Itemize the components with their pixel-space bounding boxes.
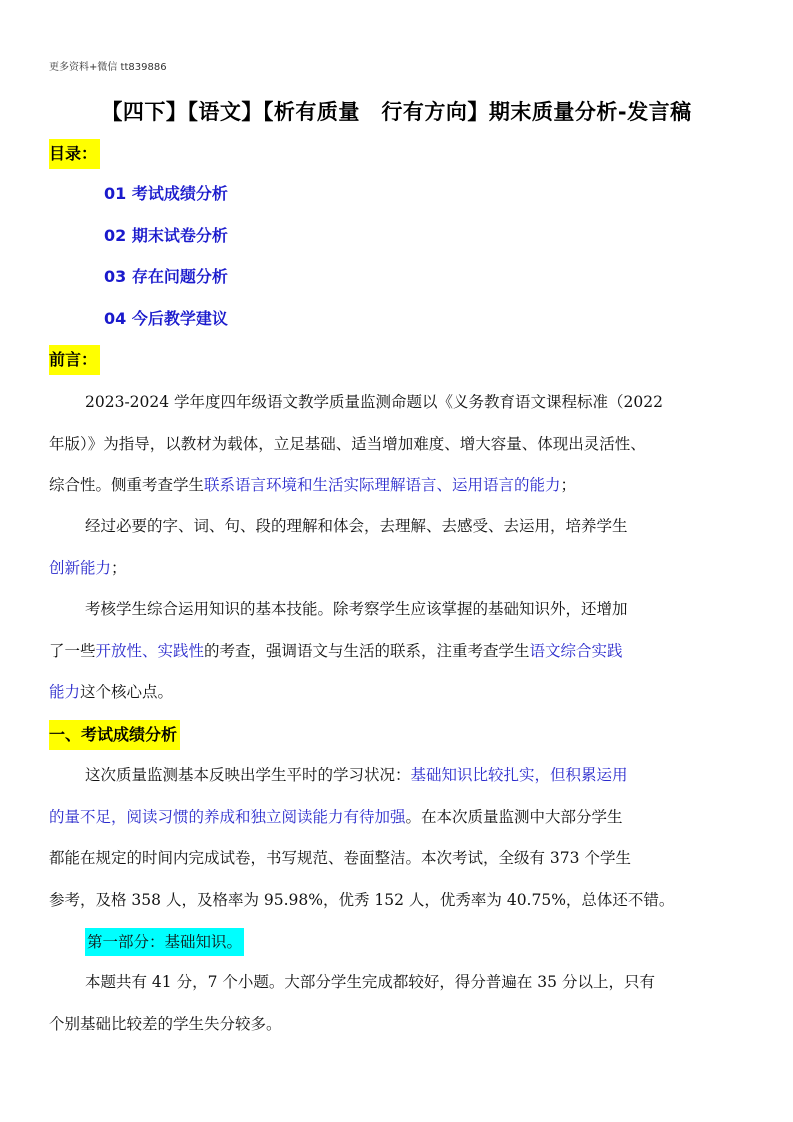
toc-item-label: 今后教学建议 (131, 309, 228, 328)
toc-item-02[interactable] (104, 225, 228, 247)
emphasis-text: 开放性、实践性 (95, 641, 205, 660)
preface-heading: 前言： (49, 345, 100, 375)
toc-item-label: 考试成绩分析 (131, 184, 228, 203)
header-note: 更多资料+微信 tt839886 (49, 62, 167, 73)
toc-item-04[interactable] (104, 308, 228, 330)
text-line: 个别基础比较差的学生失分较多。 (49, 1014, 282, 1033)
text-run: 这个核心点。 (80, 683, 174, 701)
emphasis-text: 基础知识比较扎实，但积累运用 (410, 766, 628, 784)
toc-item-01[interactable] (104, 183, 228, 205)
text-line (49, 755, 745, 797)
emphasis-text: 创新能力 (49, 558, 112, 577)
emphasis-text: 的量不足，阅读习惯的养成和独立阅读能力有待加强 (49, 807, 406, 826)
text-run: 综合性。侧重考查学生 (49, 476, 205, 494)
text-line: 年版）》为指导，以教材为载体，立足基础、适当增加难度、增大容量、体现出灵活性、 (49, 434, 646, 453)
section-1-heading: 一、考试成绩分析 (49, 720, 180, 750)
toc-item-03[interactable] (104, 266, 228, 288)
text-line: 2023-2024 学年度四年级语文教学质量监测命题以《义务教育语文课程标准（2022 (85, 393, 664, 411)
toc-item-number: 01 (104, 184, 127, 203)
text-run: 。在本次质量监测中大部分学生 (405, 807, 623, 826)
text-run: ； (560, 476, 577, 494)
emphasis-text: 语文综合实践 (529, 641, 623, 660)
toc-item-number: 03 (104, 267, 127, 286)
text-line (49, 672, 745, 714)
text-line: 参考，及格 358 人，及格率为 95.98%，优秀 152 人，优秀率为 40.75%，总体还不错。 (49, 890, 675, 909)
emphasis-text: 能力 (49, 683, 81, 701)
text-line (49, 797, 745, 839)
text-run: 这次质量监测基本反映出学生平时的学习状况： (85, 766, 411, 784)
text-line: 都能在规定的时间内完成试卷，书写规范、卷面整洁。本次考试，全级有 373 个学生 (49, 849, 631, 867)
text-run: 的考查，强调语文与生活的联系，注重考查学生 (204, 641, 530, 660)
toc-item-label: 期末试卷分析 (131, 226, 228, 245)
text-run: ； (111, 558, 127, 577)
emphasis-text: 联系语言环境和生活实际理解语言、运用语言的能力 (204, 476, 561, 494)
text-line (49, 631, 745, 673)
text-line (49, 548, 745, 590)
part-1-paragraph (49, 962, 745, 1045)
preface-paragraph-2 (49, 506, 745, 589)
toc-heading: 目录： (49, 139, 100, 169)
toc-item-number: 02 (104, 226, 127, 245)
text-line (49, 465, 745, 507)
preface-paragraph-1 (49, 382, 745, 507)
text-line: 经过必要的字、词、句、段的理解和体会，去理解、去感受、去运用，培养学生 (85, 517, 628, 535)
part-1-heading: 第一部分：基础知识。 (85, 928, 244, 956)
document-title: 【四下】【语文】【析有质量 行有方向】期末质量分析-发言稿 (101, 100, 692, 124)
text-line: 本题共有 41 分，7 个小题。大部分学生完成都较好，得分普遍在 35 分以上，只有 (85, 973, 655, 991)
text-line: 考核学生综合运用知识的基本技能。除考察学生应该掌握的基础知识外，还增加 (85, 600, 628, 618)
toc-item-label: 存在问题分析 (131, 267, 228, 286)
section-1-paragraph (49, 755, 745, 921)
text-run: 了一些 (49, 641, 96, 660)
preface-paragraph-3 (49, 589, 745, 714)
toc-item-number: 04 (104, 309, 127, 328)
